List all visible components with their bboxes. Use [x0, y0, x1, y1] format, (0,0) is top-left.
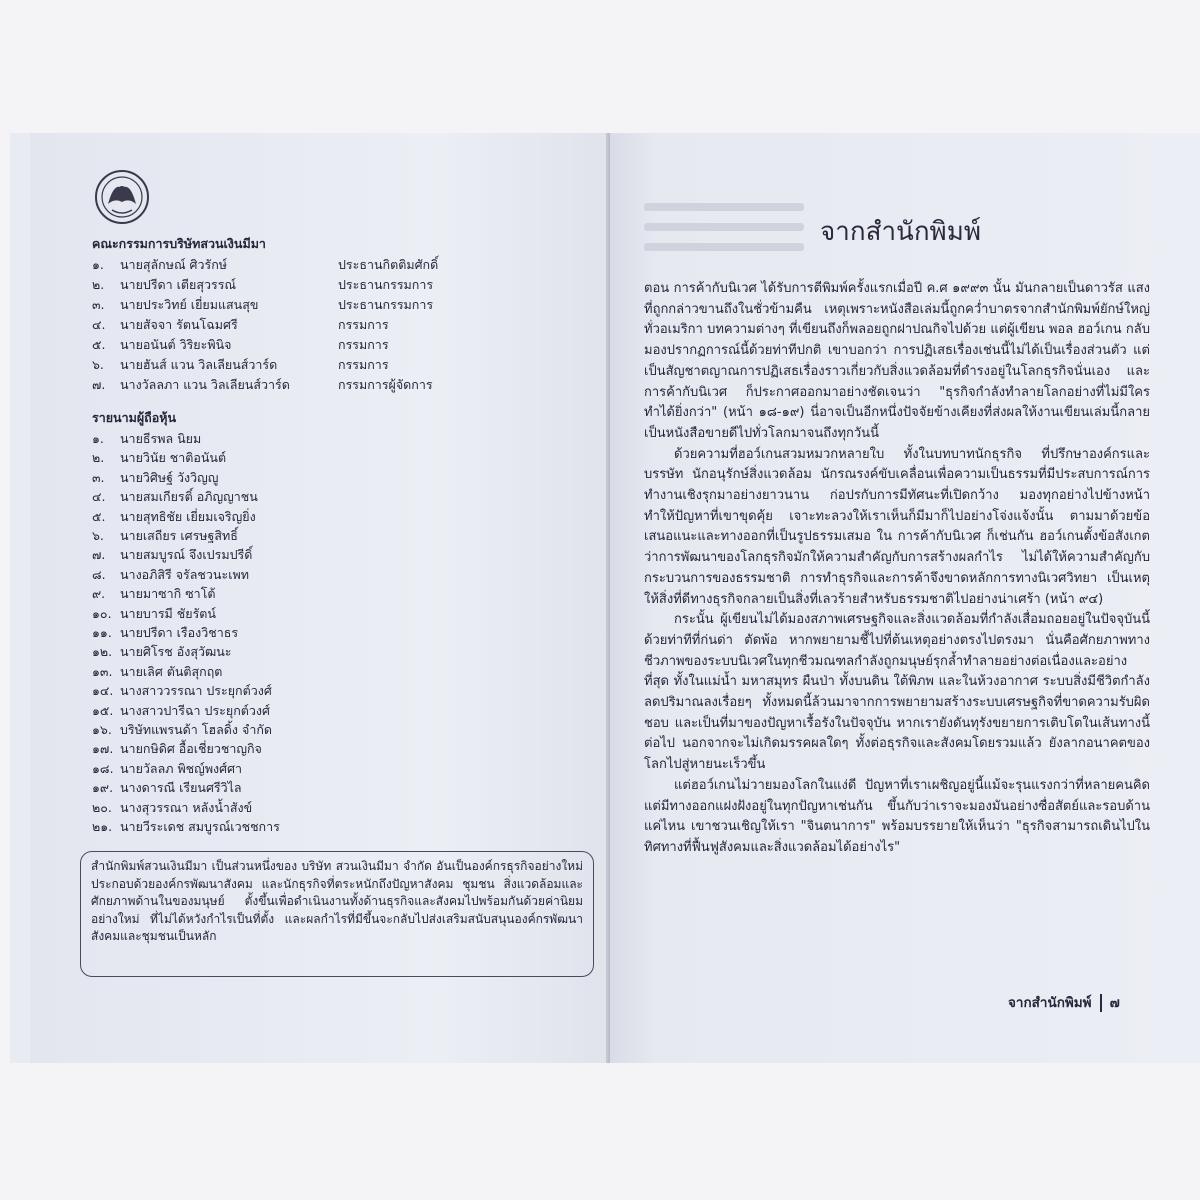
- member-name: นายฮันส์ แวน วิลเลียนส์วาร์ด: [120, 357, 278, 372]
- row-number: ๑๘.: [92, 760, 114, 776]
- shareholder-row: [92, 642, 338, 660]
- row-number: ๘.: [92, 566, 106, 582]
- shareholder-name: นายศิโรช อังสุวัฒนะ: [120, 644, 232, 660]
- committee-row: [92, 275, 433, 293]
- footer-label: จากสำนักพิมพ์: [1008, 995, 1092, 1011]
- row-number: ๖.: [92, 357, 104, 372]
- row-number: ๕.: [92, 508, 106, 524]
- shareholder-name: นางสาวปารีฉา ประยุกต์วงศ์: [120, 702, 270, 718]
- page-number: ๗: [1109, 995, 1120, 1011]
- shareholder-row: [92, 526, 338, 544]
- row-number: ๑๖.: [92, 722, 112, 737]
- shareholders-heading: รายนามผู้ถือหุ้น: [92, 410, 177, 425]
- shareholder-name: นายธีรพล นิยม: [120, 431, 202, 446]
- shareholder-row: [92, 759, 338, 777]
- committee-row: [92, 315, 389, 333]
- company-seal-logo: [94, 168, 150, 226]
- shareholder-row: [92, 798, 338, 816]
- row-number: ๒๑.: [92, 819, 113, 834]
- committee-row: [92, 335, 389, 353]
- shareholder-name: นายมาซากิ ซาโต้: [120, 586, 216, 602]
- body-text: [644, 279, 1150, 859]
- member-role: ประธานกรรมการ: [338, 297, 434, 312]
- row-number: ๗.: [92, 377, 106, 392]
- row-number: ๕.: [92, 337, 106, 352]
- shareholder-row: [92, 623, 338, 641]
- shareholder-row: [92, 739, 338, 757]
- row-number: ๑๐.: [92, 605, 112, 621]
- footer-divider: [1100, 994, 1102, 1012]
- shareholder-row: [92, 662, 338, 680]
- shareholder-row: [92, 681, 338, 699]
- shareholder-row: [92, 701, 338, 719]
- member-role: กรรมการผู้จัดการ: [338, 377, 433, 392]
- shareholder-row: [92, 565, 338, 583]
- shareholder-name: นางดารณี เรียนศรีวิไล: [120, 780, 242, 796]
- shareholder-row: [92, 778, 338, 796]
- running-footer: [1008, 991, 1120, 1013]
- shareholder-row: [92, 720, 338, 738]
- row-number: ๔.: [92, 317, 106, 332]
- member-role: กรรมการ: [338, 317, 389, 332]
- shareholder-row: [92, 429, 338, 447]
- shareholder-name: นายกษิดิศ อื้อเชี่ยวชาญกิจ: [120, 741, 262, 757]
- shareholder-row: [92, 584, 338, 602]
- row-number: ๒๐.: [92, 799, 112, 815]
- row-number: ๓.: [92, 297, 105, 312]
- right-page: [610, 133, 1200, 1063]
- publisher-info-box: สำนักพิมพ์สวนเงินมีมา เป็นส่วนหนึ่งของ บริษัท สวนเงินมีมา จำกัด อันเป็นองค์กรธุรกิจอย่างใหม่ ประกอบด้วยองค์กรพัฒนาสังคม และนักธุรกิจที่ตระหนักถึงปัญหาสังคม ชุมชน สิ่งแวดล้อมและศักยภาพด้านในของมนุษย์ ตั้งขึ้นเพื่อดำเนินงานทั้งด้านธุรกิจและสังคมไปพร้อมกันด้วยค่านิยมอย่างใหม่ ที่ไม่ได้หวังกำไรเป็นที่ตั้ง และผลกำไรที่มีขึ้นจะกลับไปส่งเสริมสนับสนุนองค์กรพัฒนาสังคมและชุมชนเป็นหลัก: [80, 851, 594, 977]
- shareholder-name: นายเสถียร เศรษฐสิทธิ์: [120, 528, 238, 543]
- row-number: ๙.: [92, 586, 106, 602]
- committee-row: [92, 295, 433, 313]
- committee-row: [92, 375, 433, 393]
- paragraph: แต่ฮอว์เกนไม่วายมองโลกในแง่ดี ปัญหาที่เราเผชิญอยู่นี้แม้จะรุนแรงกว่าที่หลายคนคิด แต่มีทางออกแฝงฝังอยู่ในทุกปัญหาเช่นกัน ขึ้นกับว่าเราจะมองมันอย่างซื่อสัตย์และรอบด้านแค่ไหน เขาชวนเชิญให้เรา "จินตนาการ" พร้อมบรรยายให้เห็นว่า "ธุรกิจสามารถเดินไปในทิศทางที่ฟื้นฟูสังคมและสิ่งแวดล้อมได้อย่างไร": [644, 777, 1150, 855]
- shareholder-row: [92, 507, 338, 525]
- paragraph: ด้วยความที่ฮอว์เกนสวมหมวกหลายใบ ทั้งในบทบาทนักธุรกิจ ที่ปรึกษาองค์กรและบรรษัท นักอนุรักษ์สิ่งแวดล้อม นักรณรงค์ขับเคลื่อนเพื่อความเป็นธรรมที่มีประสบการณ์การทำงานเชิงรุกมาอย่างยาวนาน ก่อปรกับการมีทัศนะที่เปิดกว้าง มองทุกอย่างไปข้างหน้า ทำให้ปัญหาที่เขาขุดคุ้ย เจาะทะลวงให้เราเห็นก็มีมาก็ไปอย่างโจ่งแจ้งนั้น ตามมาด้วยข้อเสนอแนะและทางออกที่เป็นรูปธรรมเสมอ ใน การค้ากับนิเวศ ก็เช่นกัน ฮอว์เกนตั้งข้อสังเกตว่าการพัฒนาของโลกธุรกิจมักให้ความสำคัญกับการสร้างผลกำไร ไม่ได้ให้ความสำคัญกับกระบวนการของธรรมชาติ การทำธุรกิจและการค้าจึงขาดหลักการทางนิเวศวิทยา เป็นเหตุให้สิ่งที่ดีทางธุรกิจกลายเป็นสิ่งที่เลวร้ายสำหรับธรรมชาติไปอย่างน่าเศร้า (หน้า ๙๔): [644, 446, 1150, 607]
- shareholder-name: นายวินัย ชาติอนันต์: [120, 450, 227, 466]
- member-role: กรรมการ: [338, 357, 389, 372]
- committee-row: [92, 255, 438, 273]
- shareholder-name: นางอภิสิรี จรัลชวนะเพท: [120, 566, 249, 582]
- committee-row: [92, 355, 389, 373]
- left-page: [30, 133, 610, 1063]
- row-number: ๑๗.: [92, 741, 114, 757]
- row-number: ๔.: [92, 489, 106, 505]
- member-name: นายปรีดา เตียสุวรรณ์: [120, 277, 237, 292]
- shareholder-name: บริษัทแพรนด้า โฮลดิ้ง จำกัด: [120, 722, 273, 737]
- row-number: ๗.: [92, 547, 106, 563]
- row-number: ๑๕.: [92, 702, 114, 718]
- row-number: ๓.: [92, 469, 105, 485]
- shareholder-name: นางสุวรรณา หลังน้ำสังข์: [120, 799, 253, 815]
- row-number: ๑๑.: [92, 625, 112, 640]
- shareholder-row: [92, 487, 338, 505]
- paragraph: กระนั้น ผู้เขียนไม่ได้มองสภาพเศรษฐกิจและสิ่งแวดล้อมที่กำลังเสื่อมถอยอยู่ในปัจจุบันนี้ด้วยท่าทีที่ก่นด่า ตัดพ้อ หากพยายามชี้ไปที่ต้นเหตุอย่างตรงไปตรงมา นั่นคือศักยภาพทางชีวภาพของระบบนิเวศในทุกชีวมณฑลกำลังถูกมนุษย์รุกล้ำทำลายอย่างต่อเนื่องและอย่างที่สุด ทั้งในแม่น้ำ มหาสมุทร ผืนป่า ทั้งบนดิน ใต้พิภพ และในห้วงอากาศ ระบบสิ่งมีชีวิตกำลังลดปริมาณลงเรื่อยๆ ทั้งหมดนี้ล้วนมาจากการพยายามสร้างระบบเศรษฐกิจที่ขาดความรับผิดชอบ และเป็นที่มาของปัญหาเรื้อรังในปัจจุบัน หากเรายังดันทุรังขยายการเติบโตในเส้นทางนี้ต่อไป นอกจากจะไม่เกิดมรรคผลใดๆ ทั้งต่อธุรกิจและสังคมโดยรวมแล้ว ยังลากอนาคตของโลกไปสู่หายนะเร็วขึ้น: [644, 612, 1150, 773]
- row-number: ๒.: [92, 277, 105, 292]
- row-number: ๑.: [92, 257, 104, 272]
- paragraph: ตอน การค้ากับนิเวศ ได้รับการตีพิมพ์ครั้งแรกเมื่อปี ค.ศ ๑๙๙๓ นั้น มันกลายเป็นดาวรัส แสงที่ถูกกล่าวขานถึงในชั่วข้ามคืน เหตุเพราะหนังสือเล่มนี้ถูกคว่ำบาตรจากสำนักพิมพ์ยักษ์ใหญ่ทั่วอเมริกา บทความต่างๆ ที่เขียนถึงก็พลอยถูกฝาปณกิจไปด้วย แต่ผู้เขียน พอล ฮอว์เกน กลับมองปรากฏการณ์นี้ด้วยท่าทีปกติ เขาบอกว่า การปฏิเสธเรื่องเช่นนี้ไม่ได้เป็นเรื่องส่วนตัว แต่เป็นสัญชาตญาณการปฏิเสธเรื่องราวเกี่ยวกับสิ่งแวดล้อมที่ดำรงอยู่ในโลกธุรกิจนั่นเอง และ การค้ากับนิเวศ ก็ประกาศออกมาอย่างชัดเจนว่า "ธุรกิจกำลังทำลายโลกอย่างที่ไม่มีใครทำได้ยิ่งกว่า" (หน้า ๑๘-๑๙) นี่อาจเป็นอีกหนึ่งปัจจัยข้างเคียงที่ส่งผลให้งานเขียนเล่มนี้กลายเป็นหนังสือขายดีไปทั่วโลกมาจนถึงทุกวันนี้: [644, 281, 1150, 441]
- shareholder-name: นายเลิศ ตันติสุกฤต: [120, 663, 223, 679]
- page-title: จากสำนักพิมพ์: [820, 217, 981, 247]
- member-name: นางวัลลภา แวน วิลเลียนส์วาร์ด: [120, 377, 290, 392]
- member-role: ประธานกรรมการ: [338, 277, 434, 292]
- member-name: นายสุลักษณ์ ศิวรักษ์: [120, 257, 228, 272]
- member-role: กรรมการ: [338, 337, 389, 352]
- row-number: ๑๔.: [92, 683, 114, 699]
- shareholder-name: นายปรีดา เรืองวิชาธร: [120, 625, 239, 640]
- member-name: นายสัจจา รัตนโฉมศรี: [120, 317, 238, 332]
- shareholder-row: [92, 604, 338, 622]
- row-number: ๑๓.: [92, 663, 113, 679]
- row-number: ๖.: [92, 528, 104, 543]
- shareholder-row: [92, 545, 338, 563]
- shareholder-name: นายสมบูรณ์ จึงเปรมปรีดิ์: [120, 547, 253, 563]
- shareholder-name: นางสาววรรณา ประยุกต์วงศ์: [120, 683, 272, 699]
- shareholder-name: นายสุทธิชัย เยี่ยมเจริญยิ่ง: [120, 508, 256, 524]
- show-through-lines: [644, 203, 804, 263]
- member-role: ประธานกิตติมศักดิ์: [338, 257, 439, 272]
- shareholder-row: [92, 817, 338, 835]
- row-number: ๑.: [92, 431, 104, 446]
- open-book: [10, 133, 1200, 1063]
- shareholder-name: นายวีระเดช สมบูรณ์เวชชการ: [120, 819, 280, 834]
- shareholder-name: นายบารมี ชัยรัตน์: [120, 605, 216, 621]
- shareholder-name: นายวิศิษฐ์ วังวิญญู: [120, 469, 219, 485]
- row-number: ๑๒.: [92, 644, 113, 660]
- committee-heading: คณะกรรมการบริษัทสวนเงินมีมา: [92, 236, 266, 251]
- shareholder-row: [92, 468, 338, 486]
- row-number: ๑๙.: [92, 780, 114, 796]
- shareholder-row: [92, 448, 338, 466]
- shareholder-name: นายวัลลภ พิชญ์พงศ์ศา: [120, 760, 243, 776]
- shareholder-name: นายสมเกียรติ์ อภิญญาชน: [120, 489, 258, 505]
- row-number: ๒.: [92, 450, 105, 466]
- member-name: นายประวิทย์ เยี่ยมแสนสุข: [120, 297, 259, 312]
- member-name: นายอนันต์ วิริยะพินิจ: [120, 337, 232, 352]
